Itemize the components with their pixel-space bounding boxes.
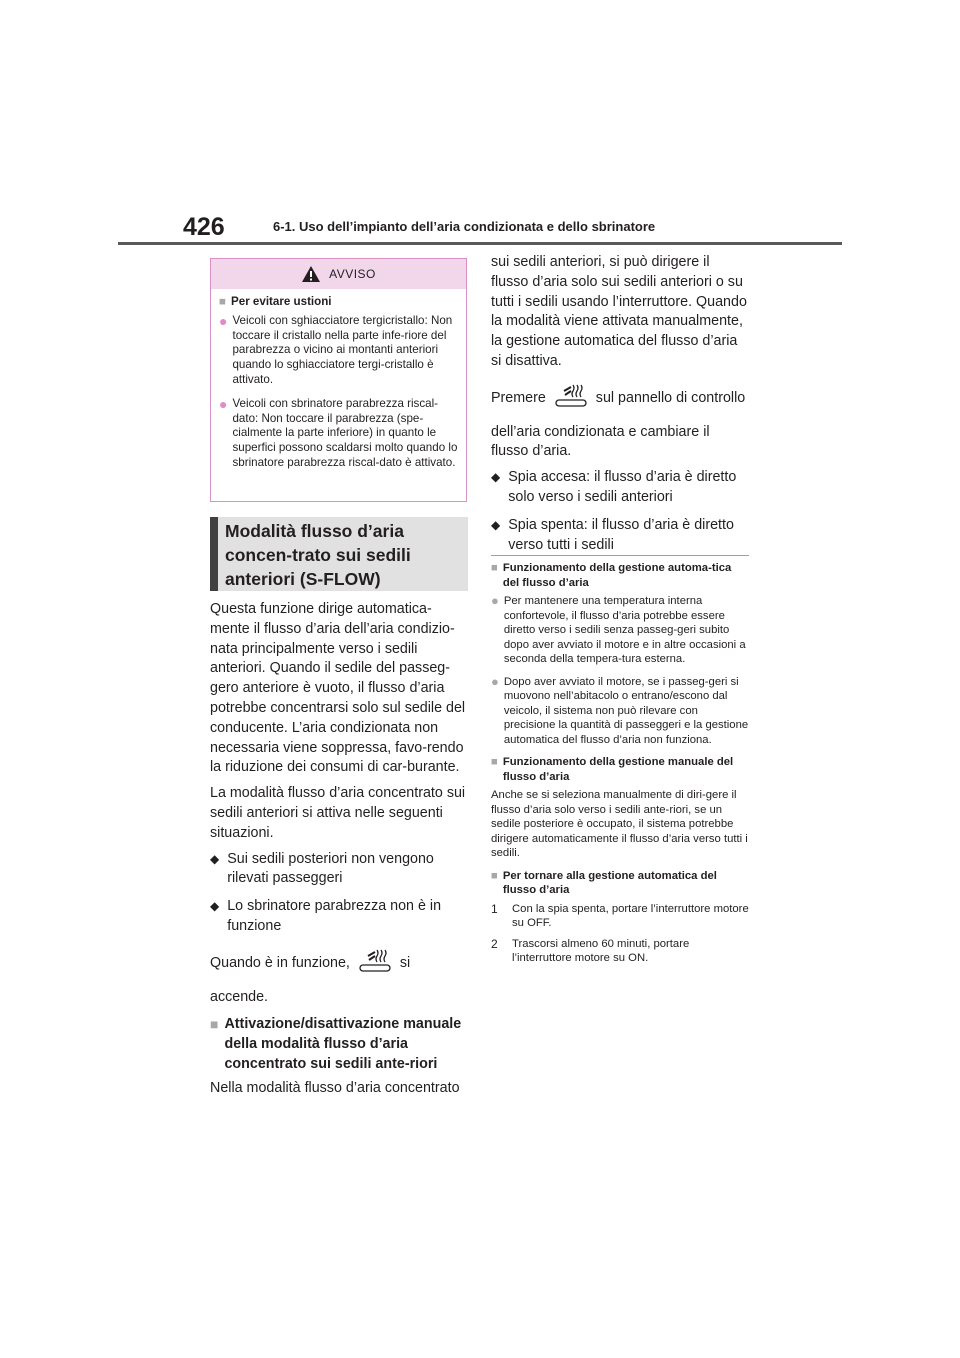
note-heading: ■ Funzionamento della gestione manuale del flusso d’aria (491, 756, 734, 783)
step-item: 1 Con la spia spenta, portare l’interruttore motore su OFF. (491, 901, 749, 929)
warning-heading: ■ Per evitare ustioni (219, 295, 332, 308)
list-item: ◆ Spia spenta: il flusso d’aria è diretto verso tutti i sedili (491, 516, 749, 556)
step-number: 1 (491, 901, 498, 916)
warning-item: ● Veicoli con sghiacciatore tergicristallo: Non toccare il cristallo nella parte infe-riore del parabrezza o vicino ai montanti anteriori quando lo sghiacciatore tergi-cristallo è attivato. (219, 312, 453, 386)
s-flow-button-icon (553, 382, 589, 415)
step-number: 2 (491, 936, 498, 951)
paragraph: Questa funzione dirige automatica-mente il flusso d’aria dell’aria condizio-nata principalmente verso i sedili anteriori. Quando il sedile del passeg-gero anteriore è vuoto, il flusso d’aria potrebbe concentrarsi solo sul sedile del conducente. L’aria condizionata non necessaria viene soppressa, favo-rendo la riduzione dei consumi di car-burante. (210, 601, 466, 776)
section-header (210, 517, 468, 591)
bullet-dot-icon: ● (219, 312, 228, 329)
page-number: 426 (183, 213, 225, 241)
diamond-bullet-icon: ◆ (210, 899, 220, 914)
note-heading: ■ Funzionamento della gestione automa-tica del flusso d’aria (491, 562, 732, 589)
right-column (491, 253, 749, 563)
list-item: ◆ Spia accesa: il flusso d’aria è diretto solo verso i sedili anteriori (491, 468, 749, 508)
square-bullet-icon: ■ (210, 1016, 219, 1033)
bullet-dot-icon: ● (491, 593, 499, 608)
diamond-bullet-icon: ◆ (491, 517, 501, 532)
header-rule (118, 242, 842, 245)
bullet-dot-icon: ● (219, 395, 228, 412)
paragraph: La modalità flusso d’aria concentrato sui sedili anteriori si attiva nelle seguenti situazioni. (210, 785, 466, 841)
paragraph: dell’aria condizionata e cambiare il flusso d’aria. (491, 423, 710, 460)
square-bullet-icon: ■ (491, 756, 498, 768)
square-bullet-icon: ■ (491, 869, 498, 882)
diamond-bullet-icon: ◆ (491, 470, 501, 485)
note-paragraph: Anche se si seleziona manualmente di diri-gere il flusso d’aria solo verso i sedili ante-riori, se un sedile posteriore è occupato, il sistema potrebbe dirigere automaticamente il flusso d’aria verso tutti i sedili. (491, 789, 748, 859)
subheading: ■ Attivazione/disattivazione manuale della modalità flusso d’aria concentrato sui sedili ante-riori (210, 1015, 468, 1074)
warning-title: AVVISO (329, 267, 376, 281)
s-flow-button-icon (357, 947, 393, 980)
notes (491, 561, 749, 972)
step-item: 2 Trascorsi almeno 60 minuti, portare l’interruttore motore su ON. (491, 936, 690, 964)
paragraph: Premere sul pannello di controllo (491, 382, 749, 415)
paragraph: Nella modalità flusso d’aria concentrato (210, 1079, 460, 1096)
warning-triangle-icon (301, 265, 321, 283)
section-title: Modalità flusso d’aria concen-trato sui sedili anteriori (S-FLOW) (225, 521, 411, 589)
warning-box (210, 258, 467, 502)
list-item: ◆ Lo sbrinatore parabrezza non è in funzione (210, 897, 468, 937)
note-heading: ■ Per tornare alla gestione automatica del flusso d’aria (491, 869, 717, 896)
warning-header (211, 259, 466, 289)
warning-item: ● Veicoli con sbrinatore parabrezza riscal-dato: Non toccare il parabrezza (spe-cialmente la parte inferiore) in quanto le superfici possono scaldarsi molto quando lo sbrinatore parabrezza riscal-dato è attivato. (219, 395, 458, 469)
running-head: 6-1. Uso dell’impianto dell’aria condizionata e dello sbrinatore (273, 219, 656, 234)
square-bullet-icon: ■ (491, 562, 498, 574)
bullet-dot-icon: ● (491, 673, 499, 689)
left-column (210, 600, 468, 1105)
diamond-bullet-icon: ◆ (210, 851, 220, 866)
note-item: ● Per mantenere una temperatura interna confortevole, il flusso d’aria potrebbe essere diretto verso i sedili senza passeg-geri subito dopo aver avviato il motore e in altre occasioni a seconda della tempera-tura esterna. (491, 593, 746, 665)
list-item: ◆ Sui sedili posteriori non vengono rilevati passeggeri (210, 850, 468, 890)
paragraph: Quando è in funzione, si (210, 947, 468, 980)
paragraph: sui sedili anteriori, si può dirigere il flusso d’aria solo sui sedili anteriori o su tutti i sedili usando l’interruttore. Quando la modalità viene attivata manualmente, la gestione automatica del flusso d’aria si disattiva. (491, 254, 747, 369)
square-bullet-icon: ■ (219, 295, 227, 308)
paragraph: accende. (210, 988, 269, 1005)
note-item: ● Dopo aver avviato il motore, se i passeg-geri si muovono nell’abitacolo o entrano/escono dal veicolo, il sistema non può rilevare con precisione la quantità di passeggeri e la gestione automatica del flusso d’aria non funziona. (491, 673, 749, 746)
notes-divider (491, 555, 749, 556)
